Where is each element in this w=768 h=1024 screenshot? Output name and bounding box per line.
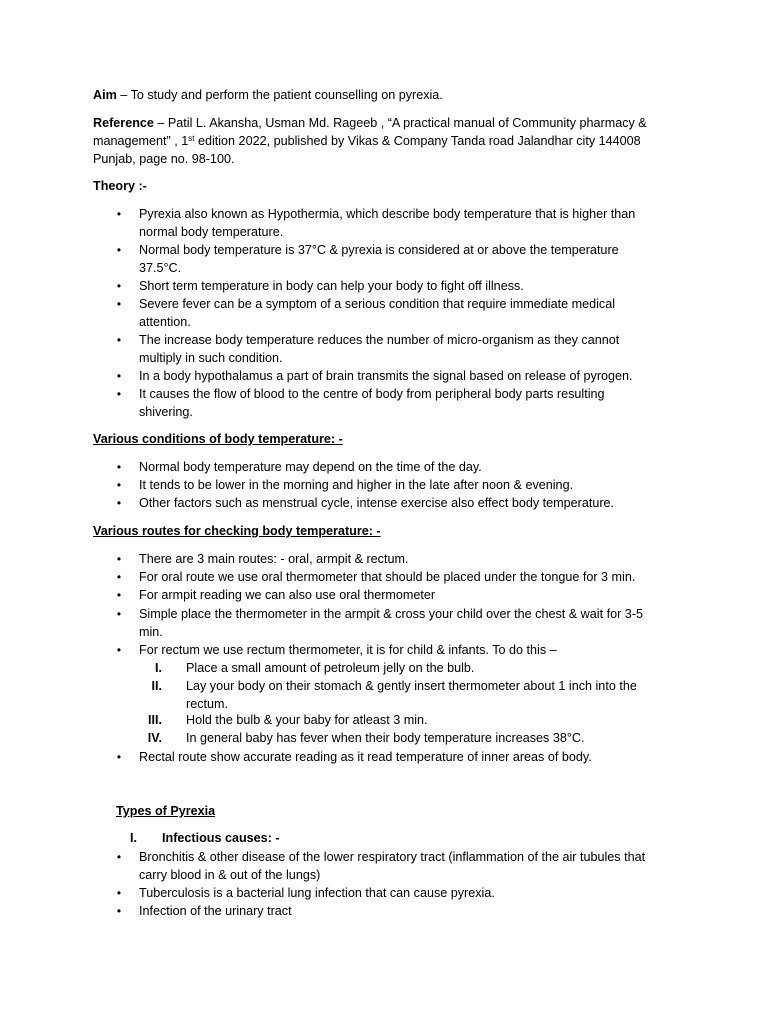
bullet-icon: • [116, 886, 122, 900]
list-item-text: 37.5°C. [139, 261, 182, 275]
bullet-icon: • [116, 588, 122, 602]
routes-heading: Various routes for checking body temperature: - [93, 524, 381, 538]
list-item-text: Normal body temperature may depend on the time of the day. [139, 460, 482, 474]
list-item-text: Short term temperature in body can help your body to fight off illness. [139, 279, 524, 293]
bullet-icon: • [116, 243, 122, 257]
list-item-text: attention. [139, 315, 191, 329]
list-item-text: Rectal route show accurate reading as it read temperature of inner areas of body. [139, 750, 592, 764]
list-item-text: Simple place the thermometer in the armpit & cross your child over the chest & wait for 3-5 [139, 607, 643, 621]
bullet-icon: • [116, 369, 122, 383]
list-item-text: It causes the flow of blood to the centre of body from peripheral body parts resulting [139, 387, 605, 401]
bullet-icon: • [116, 460, 122, 474]
step-number: II. [151, 679, 162, 693]
list-item-text: For oral route we use oral thermometer that should be placed under the tongue for 3 min. [139, 570, 636, 584]
aim-paragraph [93, 86, 443, 104]
list-item-text: It tends to be lower in the morning and higher in the late after noon & evening. [139, 478, 574, 492]
bullet-icon: • [116, 904, 122, 918]
reference-label: Reference [93, 116, 154, 130]
list-item-text: For rectum we use rectum thermometer, it is for child & infants. To do this – [139, 643, 557, 657]
list-item-text: min. [139, 625, 163, 639]
step-text: rectum. [186, 697, 228, 711]
bullet-icon: • [116, 750, 122, 764]
bullet-icon: • [116, 552, 122, 566]
reference-text: edition 2022, published by Vikas & Company Tanda road Jalandhar city 144008 [194, 134, 641, 148]
aim-text: – To study and perform the patient counselling on pyrexia. [116, 88, 443, 102]
step-text: Lay your body on their stomach & gently insert thermometer about 1 inch into the [186, 679, 637, 693]
step-number: I. [155, 661, 162, 675]
bullet-icon: • [116, 643, 122, 657]
list-item-text: Infection of the urinary tract [139, 904, 292, 918]
types-subheading-number: I. [130, 831, 137, 845]
types-heading: Types of Pyrexia [116, 804, 216, 818]
step-number: IV. [147, 731, 162, 745]
list-item-text: Tuberculosis is a bacterial lung infection that can cause pyrexia. [139, 886, 495, 900]
step-number: III. [148, 713, 162, 727]
bullet-icon: • [116, 850, 122, 864]
list-item-text: carry blood in & out of the lungs) [139, 868, 321, 882]
list-item-text: The increase body temperature reduces the number of micro-organism as they cannot [139, 333, 620, 347]
list-item-text: multiply in such condition. [139, 351, 283, 365]
bullet-icon: • [116, 279, 122, 293]
reference-superscript: st [188, 134, 195, 143]
list-item-text: Normal body temperature is 37°C & pyrexia is considered at or above the temperature [139, 243, 619, 257]
list-item-text: There are 3 main routes: - oral, armpit & rectum. [139, 552, 409, 566]
bullet-icon: • [116, 333, 122, 347]
list-item-text: In a body hypothalamus a part of brain transmits the signal based on release of pyrogen. [139, 369, 633, 383]
list-item-text: Other factors such as menstrual cycle, intense exercise also effect body temperature. [139, 496, 615, 510]
reference-line-3: Punjab, page no. 98-100. [93, 152, 235, 166]
bullet-icon: • [116, 297, 122, 311]
list-item-text: For armpit reading we can also use oral thermometer [139, 588, 436, 602]
theory-heading: Theory :- [93, 179, 147, 193]
reference-line-2 [93, 132, 641, 150]
aim-label: Aim [93, 88, 117, 102]
list-item-text: normal body temperature. [139, 225, 284, 239]
list-item-text: shivering. [139, 405, 193, 419]
reference-line-1 [93, 114, 647, 132]
types-subheading: Infectious causes: - [162, 831, 280, 845]
list-item-text: Severe fever can be a symptom of a serious condition that require immediate medical [139, 297, 615, 311]
conditions-heading: Various conditions of body temperature: - [93, 432, 343, 446]
bullet-icon: • [116, 387, 122, 401]
step-text: Hold the bulb & your baby for atleast 3 min. [186, 713, 428, 727]
step-text: In general baby has fever when their body temperature increases 38°C. [186, 731, 585, 745]
bullet-icon: • [116, 607, 122, 621]
step-text: Place a small amount of petroleum jelly on the bulb. [186, 661, 475, 675]
list-item-text: Pyrexia also known as Hypothermia, which describe body temperature that is higher than [139, 207, 636, 221]
list-item-text: Bronchitis & other disease of the lower respiratory tract (inflammation of the air tubules that [139, 850, 646, 864]
bullet-icon: • [116, 496, 122, 510]
reference-text: management” , 1 [93, 134, 189, 148]
reference-text: – Patil L. Akansha, Usman Md. Rageeb , “A practical manual of Community pharmacy & [153, 116, 647, 130]
bullet-icon: • [116, 478, 122, 492]
bullet-icon: • [116, 570, 122, 584]
bullet-icon: • [116, 207, 122, 221]
